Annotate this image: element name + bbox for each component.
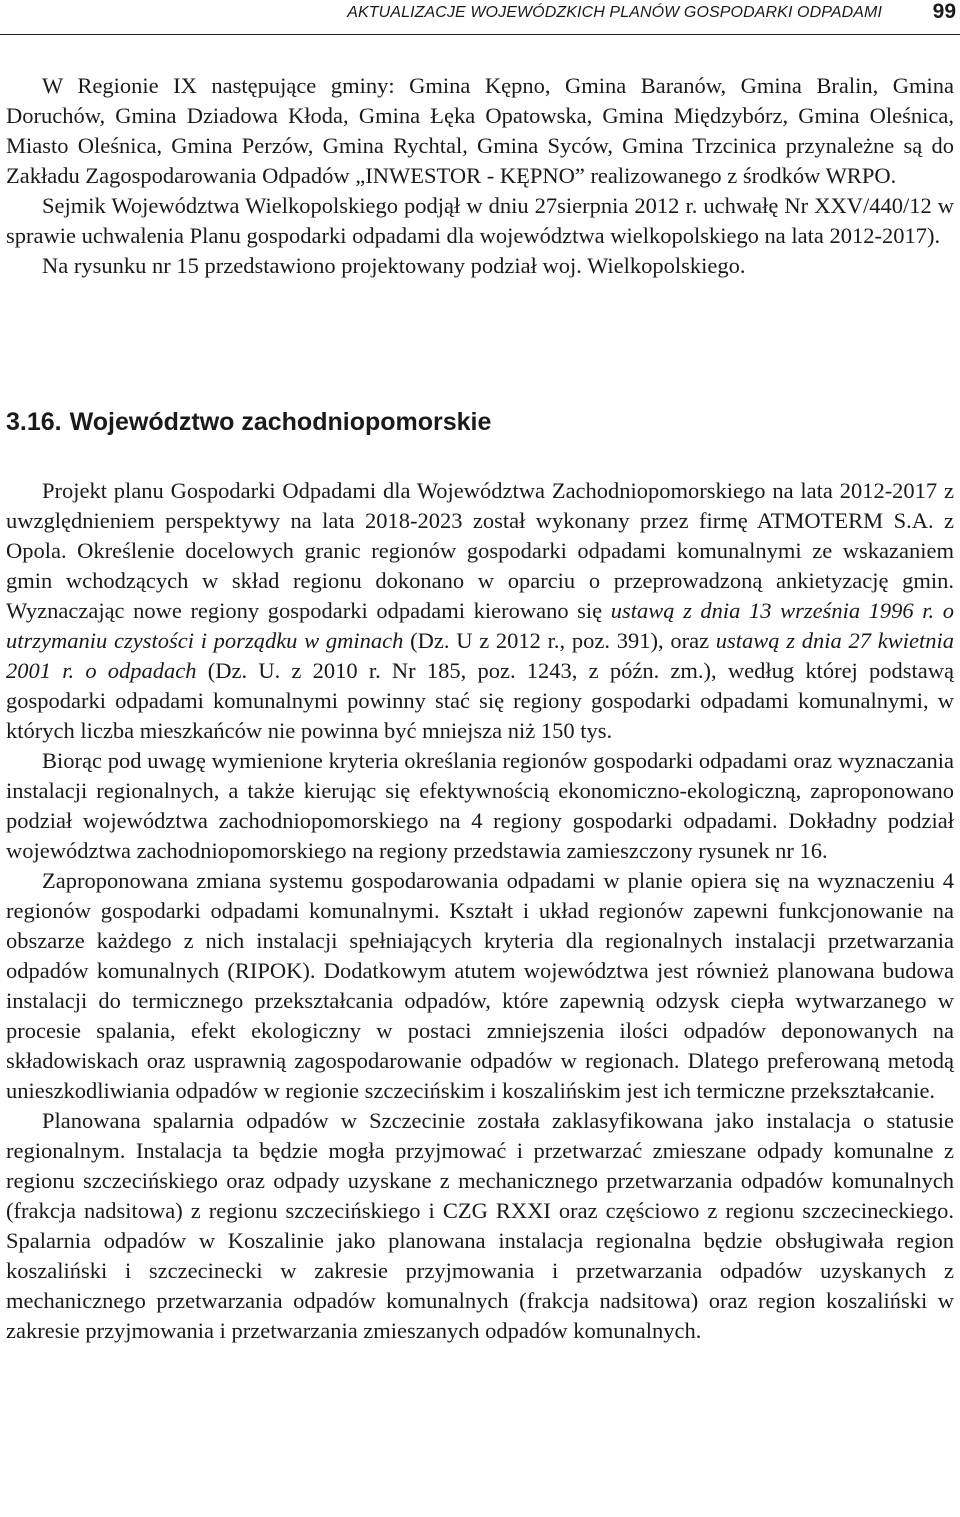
section-title: Województwo zachodniopomorskie: [69, 408, 492, 436]
statute-reference-1: ustawą z dnia 13 września 1996 r. o utrzymaniu czystości i porządku w gminach: [6, 598, 954, 653]
body-paragraph-1: [6, 476, 954, 746]
section-text-block: [6, 476, 954, 1346]
intro-paragraph-2: Sejmik Województwa Wielkopolskiego podjął w dniu 27sierpnia 2012 r. uchwałę Nr XXV/440/12 w sprawie uchwalenia Planu gospodarki odpadami dla województwa wielkopolskiego na lata 2012-2017).: [6, 193, 954, 248]
intro-paragraph-1: W Regionie IX następujące gminy: Gmina Kępno, Gmina Baranów, Gmina Bralin, Gmina Doruchów, Gmina Dziadowa Kłoda, Gmina Łęka Opatowska, Gmina Międzybórz, Gmina Oleśnica, Miasto Oleśnica, Gmina Perzów, Gmina Rychtal, Gmina Syców, Gmina Trzcinica przynależne są do Zakładu Zagospodarowania Odpadów „INWESTOR - KĘPNO” realizowanego z środków WRPO.: [6, 73, 954, 188]
section-number: 3.16.: [6, 408, 62, 436]
body-paragraph-1-part-e: (Dz. U. z 2010 r. Nr 185, poz. 1243, z późn. zm.), według której podstawą gospodarki odpadami komunalnymi powinny stać się regiony gospodarki odpadami komunalnymi, w których liczba mieszkańców nie powinna być mniejsza niż 150 tys.: [6, 658, 955, 743]
body-paragraph-2: Biorąc pod uwagę wymienione kryteria określania regionów gospodarki odpadami oraz wyznaczania instalacji regionalnych, a także kierując się efektywnością ekonomiczno-ekologiczną, zaproponowano podział województwa zachodniopomorskiego na 4 regiony gospodarki odpadami. Dokładny podział województwa zachodniopomorskiego na regiony przedstawia zamieszczony rysunek nr 16.: [6, 748, 954, 863]
intro-text-block: [6, 71, 954, 281]
header-title: AKTUALIZACJE WOJEWÓDZKICH PLANÓW GOSPODARKI ODPADAMI: [347, 4, 882, 21]
body-paragraph-1-part-a: Projekt planu Gospodarki Odpadami dla Województwa Zachodniopomorskiego na lata 2012-2017 z uwzględnieniem perspektywy na lata 2018-2023 został wykonany przez firmę ATMOTERM S.A. z Opola. Określenie docelowych granic regionów gospodarki odpadami komunalnymi ze wskazaniem gmin wchodzących w skład regionu dokonano w oparciu o przeprowadzoną ankietyzację gmin. Wyznaczając nowe regiony gospodarki odpadami kierowano się: [6, 478, 954, 623]
running-header: [0, 0, 960, 35]
page-number: 99: [932, 0, 956, 23]
section-heading: [6, 408, 954, 437]
body-paragraph-1-part-c: (Dz. U z 2012 r., poz. 391), oraz: [403, 628, 716, 653]
intro-paragraph-3: Na rysunku nr 15 przedstawiono projektowany podział woj. Wielkopolskiego.: [42, 253, 746, 278]
body-paragraph-4: Planowana spalarnia odpadów w Szczecinie została zaklasyfikowana jako instalacja o statusie regionalnym. Instalacja ta będzie mogła przyjmować i przetwarzać zmieszane odpady komunalne z regionu szczecińskiego oraz odpady uzyskane z mechanicznego przetwarzania odpadów komunalnych (frakcja nadsitowa) z regionu szczecińskiego i CZG RXXI oraz częściowo z regionu szczecineckiego. Spalarnia odpadów w Koszalinie jako planowana instalacja regionalna będzie obsługiwała region koszaliński i szczecinecki w zakresie przyjmowania i przetwarzania odpadów uzyskanych z mechanicznego przetwarzania odpadów komunalnych (frakcja nadsitowa) oraz region koszaliński w zakresie przyjmowania i przetwarzania zmieszanych odpadów komunalnych.: [6, 1108, 954, 1343]
body-paragraph-3: Zaproponowana zmiana systemu gospodarowania odpadami w planie opiera się na wyznaczeniu 4 regionów gospodarki odpadami komunalnymi. Kształt i układ regionów zapewni funkcjonowanie na obszarze każdego z nich instalacji spełniających kryteria dla regionalnych instalacji przetwarzania odpadów komunalnych (RIPOK). Dodatkowym atutem województwa jest również planowana budowa instalacji do termicznego przekształcania odpadów, które zapewnią odzysk ciepła wytwarzanego w procesie spalania, efekt ekologiczny w postaci zmniejszenia ilości odpadów deponowanych na składowiskach oraz usprawnią zagospodarowanie odpadów w regionach. Dlatego preferowaną metodą unieszkodliwiania odpadów w regionie szczecińskim i koszalińskim jest ich termiczne przekształcanie.: [6, 868, 954, 1103]
statute-reference-2: ustawą z dnia 27 kwietnia 2001 r. o odpadach: [6, 628, 954, 683]
